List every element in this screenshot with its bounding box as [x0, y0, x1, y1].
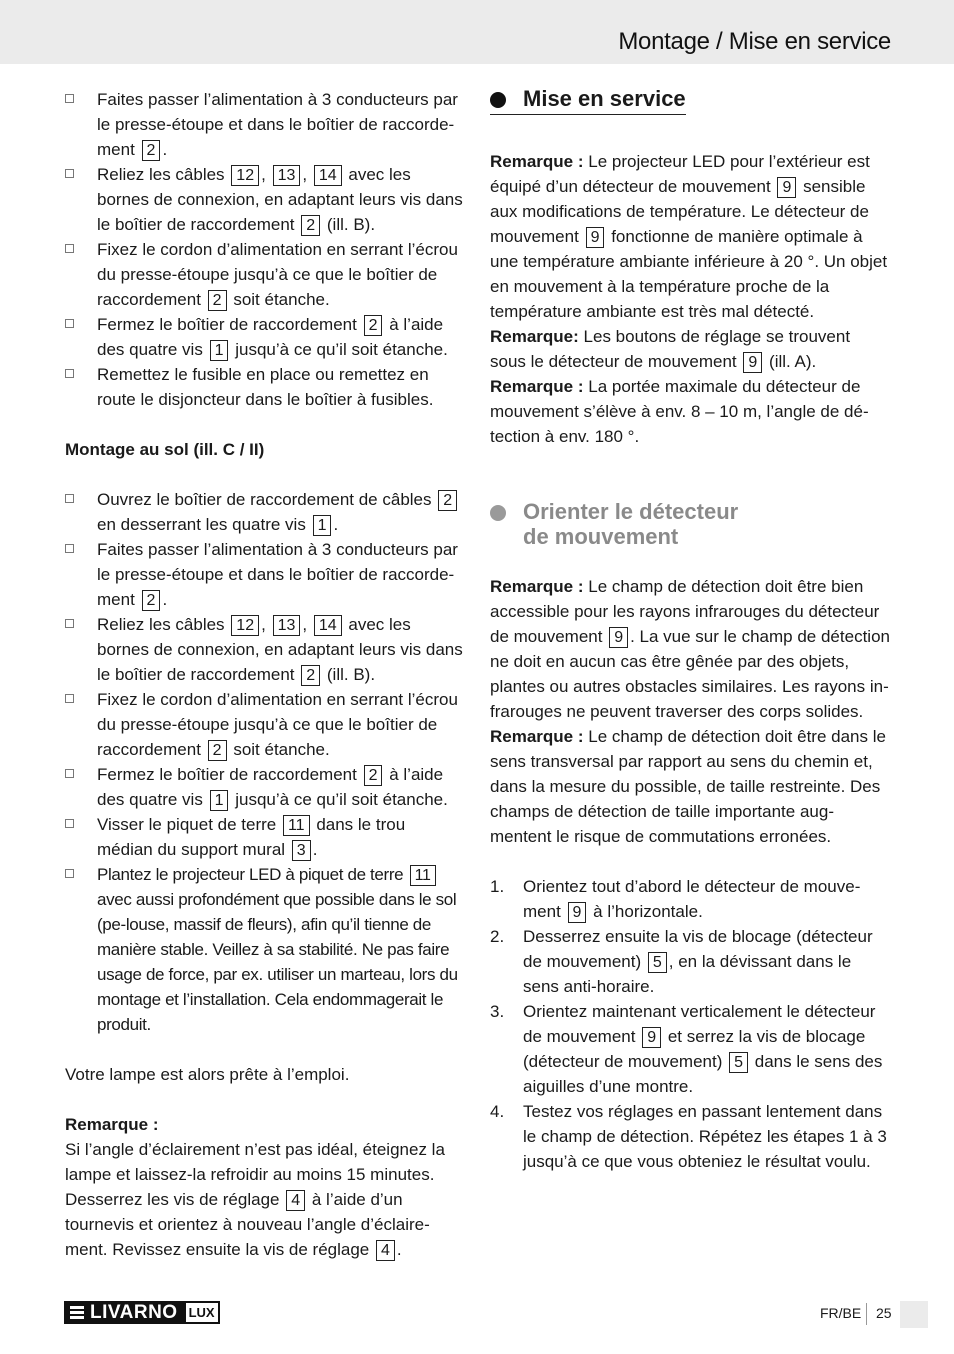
ref-14: 14 — [314, 615, 342, 636]
note-paragraph: Remarque : Le champ de détection doit être bien accessible pour les rayons infrarouges du détecteur de mouvement 9 . La vue sur le champ de détection ne doit en aucun cas être gênée par des objets, plantes ou autres obstacles similaires. Les rayons in-frarouges ne peuvent traverser des corps solides. — [490, 577, 890, 721]
ref-9: 9 — [642, 1027, 661, 1048]
ref-11: 11 — [283, 815, 310, 836]
list-item: Fermez le boîtier de raccordement 2 à l’aide des quatre vis 1 jusqu’à ce qu’il soit étanche. — [65, 762, 463, 812]
checkbox-bullet-icon — [65, 94, 74, 103]
checkbox-bullet-icon — [65, 319, 74, 328]
wall-mount-steps — [65, 87, 463, 412]
checkbox-bullet-icon — [65, 769, 74, 778]
list-item: Fixez le cordon d’alimentation en serrant l’écrou du presse-étoupe jusqu’à ce que le boîtier de raccordement 2 soit étanche. — [65, 687, 463, 762]
ready-text: Votre lampe est alors prête à l’emploi. — [65, 1065, 350, 1084]
checkbox-bullet-icon — [65, 369, 74, 378]
list-item: 2. Desserrez ensuite la vis de blocage (détecteur de mouvement) 5 , en la dévissant dans le sens anti-horaire. — [490, 927, 873, 996]
ref-9: 9 — [743, 352, 762, 373]
list-item: 3. Orientez maintenant verticalement le détecteur de mouvement 9 et serrez la vis de blocage (détecteur de mouvement) 5 dans le sens des aiguilles d’une montre. — [490, 1002, 883, 1096]
list-item: Reliez les câbles 12 , 13 , 14 avec les bornes de connexion, en adaptant leurs vis dans le boîtier de raccordement 2 (ill. B). — [65, 612, 463, 687]
note-paragraph: Remarque: Les boutons de réglage se trouvent sous le détecteur de mouvement 9 (ill. A). — [490, 327, 851, 371]
footer-divider — [866, 1303, 867, 1325]
list-item: Fermez le boîtier de raccordement 2 à l’aide des quatre vis 1 jusqu’à ce qu’il soit étanche. — [65, 312, 463, 362]
ref-2: 2 — [142, 590, 161, 611]
ref-2: 2 — [364, 765, 383, 786]
ref-5: 5 — [648, 952, 667, 973]
ref-2: 2 — [142, 140, 161, 161]
ref-12: 12 — [231, 615, 259, 636]
list-item: Fixez le cordon d’alimentation en serrant l’écrou du presse-étoupe jusqu’à ce que le boîtier de raccordement 2 soit étanche. — [65, 237, 463, 312]
ref-13: 13 — [273, 615, 301, 636]
checkbox-bullet-icon — [65, 819, 74, 828]
section-heading-mise-en-service: Mise en service — [490, 86, 890, 115]
brand-logo: LIVARNO LUX — [64, 1301, 220, 1324]
ref-9: 9 — [568, 902, 587, 923]
footer-tab-box — [900, 1301, 928, 1328]
ref-9: 9 — [777, 177, 796, 198]
ref-4: 4 — [376, 1240, 395, 1261]
section-subheading: Montage au sol (ill. C / II) — [65, 440, 265, 459]
note-label: Remarque : — [65, 1115, 159, 1134]
ref-12: 12 — [231, 165, 259, 186]
bullet-dot-icon — [490, 92, 506, 108]
ref-2: 2 — [364, 315, 383, 336]
note-paragraph: Remarque : Le champ de détection doit être dans le sens transversal par rapport au sens du chemin et, dans la mesure du possible, de taille restreinte. Des champs de détection de taille importante aug-mentent le risque de commutations erronées. — [490, 727, 886, 846]
page-number: 25 — [876, 1305, 892, 1321]
ref-2: 2 — [208, 290, 227, 311]
list-item: Faites passer l’alimentation à 3 conducteurs par le presse-étoupe et dans le boîtier de raccorde-ment 2 . — [65, 87, 463, 162]
list-item: 4. Testez vos réglages en passant lentement dans le champ de détection. Répétez les étapes 1 à 3 jusqu’à ce que vous obteniez le résultat voulu. — [490, 1102, 887, 1171]
checkbox-bullet-icon — [65, 869, 74, 878]
ref-5: 5 — [729, 1052, 748, 1073]
ground-mount-steps — [65, 487, 463, 1037]
page-title: Montage / Mise en service — [618, 28, 891, 55]
note-paragraph: Remarque : La portée maximale du détecteur de mouvement s’élève à env. 8 – 10 m, l’angle de dé-tection à env. 180 °. — [490, 377, 869, 446]
list-item: Reliez les câbles 12 , 13 , 14 avec les bornes de connexion, en adaptant leurs vis dans le boîtier de raccordement 2 (ill. B). — [65, 162, 463, 237]
list-item: Plantez le projecteur LED à piquet de terre 11 avec aussi profondément que possible dans le sol (pe-louse, massif de fleurs), afin qu’il tienne de manière stable. Veillez à sa stabilité. Ne pas faire usage de force, par ex. utiliser un marteau, lors du montage et l’installation. Cela endommagerait le produit. — [65, 862, 463, 1037]
ref-2: 2 — [438, 490, 457, 511]
checkbox-bullet-icon — [65, 244, 74, 253]
note-paragraph: Remarque : Le projecteur LED pour l’extérieur est équipé d’un détecteur de mouvement 9 sensible aux modifications de température. Le détecteur de mouvement 9 fonctionne de manière optimale à une température ambiante inférieure à 20 °. Un objet en mouvement à la température proche de la température ambiante est très mal détecté. — [490, 152, 888, 321]
section-heading-orienter: Orienter le détecteur de mouvement — [490, 499, 890, 549]
list-item: Ouvrez le boîtier de raccordement de câbles 2 en desserrant les quatre vis 1 . — [65, 487, 463, 537]
right-column — [490, 87, 890, 1174]
orient-steps — [490, 874, 890, 1174]
note-paragraph: Si l’angle d’éclairement n’est pas idéal, éteignez la lampe et laissez-la refroidir au moins 15 minutes. Desserrez les vis de réglage 4 à l’aide d’un tournevis et orientez à nouveau l’angle d’éclaire-ment. Revissez ensuite la vis de réglage 4 . — [65, 1140, 445, 1259]
ref-1: 1 — [313, 515, 332, 536]
checkbox-bullet-icon — [65, 544, 74, 553]
ref-3: 3 — [292, 840, 311, 861]
bullet-dot-icon — [490, 505, 506, 521]
ref-2: 2 — [208, 740, 227, 761]
checkbox-bullet-icon — [65, 619, 74, 628]
ref-11: 11 — [410, 865, 436, 886]
footer-language: FR/BE — [820, 1305, 862, 1321]
ref-9: 9 — [586, 227, 605, 248]
logo-bars-icon — [70, 1306, 84, 1319]
list-item: Remettez le fusible en place ou remettez en route le disjoncteur dans le boîtier à fusibles. — [65, 362, 463, 412]
ref-1: 1 — [210, 340, 229, 361]
left-column — [65, 87, 463, 1262]
page-header — [0, 0, 954, 64]
ref-2: 2 — [301, 215, 320, 236]
checkbox-bullet-icon — [65, 694, 74, 703]
checkbox-bullet-icon — [65, 494, 74, 503]
ref-4: 4 — [286, 1190, 305, 1211]
ref-9: 9 — [609, 627, 628, 648]
ref-1: 1 — [210, 790, 229, 811]
ref-13: 13 — [273, 165, 301, 186]
list-item: Visser le piquet de terre 11 dans le trou médian du support mural 3 . — [65, 812, 463, 862]
list-item: Faites passer l’alimentation à 3 conducteurs par le presse-étoupe et dans le boîtier de raccorde-ment 2 . — [65, 537, 463, 612]
ref-14: 14 — [314, 165, 342, 186]
ref-2: 2 — [301, 665, 320, 686]
list-item: 1. Orientez tout d’abord le détecteur de mouve-ment 9 à l’horizontale. — [490, 877, 861, 921]
checkbox-bullet-icon — [65, 169, 74, 178]
